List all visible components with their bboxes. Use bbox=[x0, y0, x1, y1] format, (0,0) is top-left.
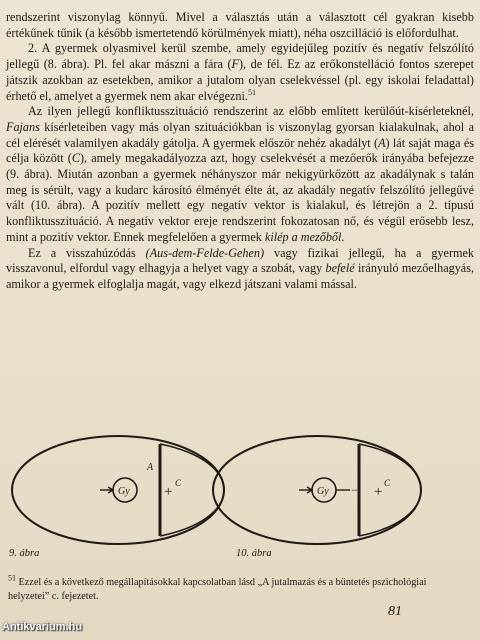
watermark: Antikvarium.hu bbox=[2, 621, 83, 633]
text-run: rendszerint viszonylag könnyű. Mivel a választás után a választott cél gyakran kisebb értékűnek tűnik (a később ismertetendő körülmények miatt), néha oszcilláció is előfordulhat. bbox=[6, 10, 474, 40]
text-run: vagy fizikai jellegű, ha a gyermek visszavonul, elfordul vagy elhagyja a helyet vagy a szobát, vagy bbox=[6, 245, 474, 276]
figure-10-caption: 10. ábra bbox=[236, 548, 272, 559]
text-run: (Aus-dem-Felde-Gehen) bbox=[145, 245, 265, 260]
figures bbox=[0, 432, 480, 564]
footnote-reference: 51 bbox=[247, 87, 256, 97]
text-run: kísérleteiben vagy más olyan szituációkban is viszonylag gyorsan kialakulnak, ahol a cél elérését valamilyen akadály gátolja. A gyermek először nehéz akadályt ( bbox=[6, 119, 474, 150]
text-run: ), de fél. Ez az erőkonstelláció fontos szerepet játszik azokban az esetekben, amikor a jutalom olyan cselekvéssel (pl. egy iskolai feladattal) érhető el, amelyet a gyermek nem akar elvégezni. bbox=[6, 57, 474, 103]
text-run: C bbox=[71, 151, 80, 166]
text-run: kilép a mezőből bbox=[264, 229, 342, 244]
text-run: befelé bbox=[325, 261, 355, 276]
text-run: 2. A gyermek olyasmivel kerül szembe, amely egyidejűleg pozitív és negatív felszólító jellegű (8. ábra). Pl. fel akar mászni a fára ( bbox=[6, 41, 474, 72]
footnote bbox=[8, 573, 468, 604]
paragraph bbox=[6, 41, 474, 104]
goal-region bbox=[359, 444, 421, 536]
text-run: ) lát saját maga és célja között ( bbox=[6, 135, 474, 166]
paragraph bbox=[6, 246, 474, 293]
text-run: irányuló mezőelhagyás, amikor a gyermek elfoglalja magát, vagy elkezd játszani valami mással. bbox=[6, 261, 474, 291]
fig9-barrier-label: A bbox=[147, 462, 154, 473]
paragraph bbox=[6, 10, 474, 41]
footnote-text: Ezzel és a következő megállapításokkal kapcsolatban lásd „A jutalmazás és a büntetés pszichológiai helyzetei” c. fejezetet. bbox=[8, 577, 427, 602]
text-run: ), amely megakadályozza azt, hogy cselekvését a mezőerők irányába befejezze (9. ábra). Miután azonban a gyermek néhányszor már nekigyürkőzött az akadálynak s talán meg is sérült, vagy a kudarc károsító élményét élte át, az akadály negatív felszólító jellegűvé vált (10. ábra). A pozitív mellett egy negatív vektor is kialakul, és létrejön a 2. típusú konfliktusszituáció. A negatív vektor ereje rendszerint fokozatosan nő, és végül erősebb lesz, mint a pozitív vektor. Ennek megfelelően a gyermek bbox=[6, 151, 474, 244]
page-number: 81 bbox=[388, 604, 402, 619]
text-run: Ez a visszahúzódás bbox=[28, 245, 146, 260]
text-run: A bbox=[378, 135, 386, 150]
figure-9-caption: 9. ábra bbox=[9, 548, 40, 559]
figure-diagrams bbox=[0, 432, 480, 564]
footnote-number: 51 bbox=[8, 573, 16, 583]
text-run: F bbox=[231, 57, 239, 72]
fig10-circle-label: Gy bbox=[317, 486, 329, 497]
fig10-barrier-sign: − bbox=[351, 483, 358, 497]
fig9-goal-sign: + bbox=[164, 484, 173, 500]
fig9-goal-label: C bbox=[175, 478, 182, 488]
text-run: Fajans bbox=[6, 119, 40, 134]
text-run: . bbox=[341, 229, 345, 244]
fig10-goal-sign: + bbox=[374, 484, 383, 500]
body-text bbox=[6, 10, 474, 293]
fig9-circle-label: Gy bbox=[118, 486, 130, 497]
fig10-goal-label: C bbox=[384, 478, 391, 488]
text-run: Az ilyen jellegű konfliktusszituáció rendszerint az előbb említett kerülőút-kísérleteknél, bbox=[28, 104, 474, 119]
paragraph bbox=[6, 104, 474, 245]
